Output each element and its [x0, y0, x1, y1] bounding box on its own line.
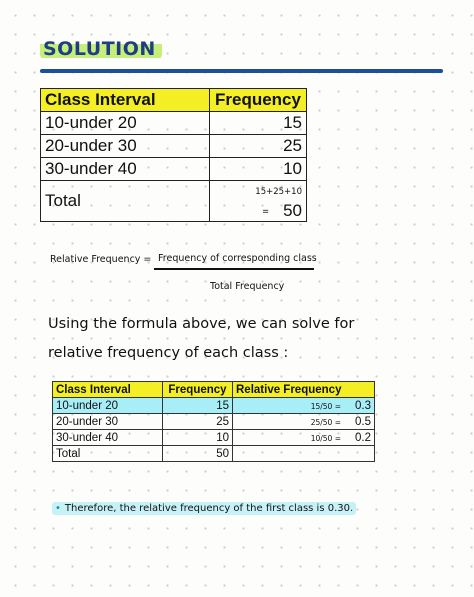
- column-header-class-interval: Class Interval: [53, 382, 163, 398]
- handwritten-division: 15/50 =: [310, 401, 341, 411]
- handwritten-division: 25/50 =: [310, 417, 341, 427]
- frequency-cell: 15: [163, 398, 233, 414]
- fraction-bar: [154, 268, 314, 270]
- column-header-class-interval: Class Interval: [41, 89, 210, 112]
- formula-left-side: Relative Frequency =: [50, 254, 152, 265]
- relative-frequency-table: [52, 381, 375, 462]
- conclusion-note: [52, 502, 356, 515]
- total-label-cell: Total: [41, 181, 210, 222]
- total-value: 50: [283, 201, 302, 220]
- class-interval-cell: 10-under 20: [53, 398, 163, 414]
- relative-value: 0.2: [355, 431, 371, 444]
- table-row-highlighted: [53, 398, 375, 414]
- column-header-frequency: Frequency: [163, 382, 233, 398]
- table-row: [53, 414, 375, 430]
- total-label-cell: Total: [53, 446, 163, 462]
- class-interval-cell: 20-under 30: [53, 414, 163, 430]
- handwritten-sum: 15+25+10 =: [255, 187, 302, 217]
- solution-heading: SOLUTION: [40, 38, 162, 60]
- class-interval-cell: 10-under 20: [41, 112, 210, 135]
- table-header-row: [53, 382, 375, 398]
- relative-frequency-cell: [233, 398, 375, 414]
- table-row: [41, 158, 307, 181]
- frequency-cell: 15: [210, 112, 307, 135]
- total-row: [53, 446, 375, 462]
- class-interval-cell: 30-under 40: [53, 430, 163, 446]
- empty-cell: [233, 446, 375, 462]
- formula-denominator: Total Frequency: [210, 281, 285, 292]
- bullet-dot-icon: •: [55, 503, 61, 514]
- conclusion-text: Therefore, the relative frequency of the first class is 0.30.: [64, 503, 354, 514]
- column-header-relative-frequency: Relative Frequency: [233, 382, 375, 398]
- explanation-line-1: Using the formula above, we can solve for: [48, 316, 355, 332]
- table-row: [41, 112, 307, 135]
- table-header-row: [41, 89, 307, 112]
- relative-frequency-cell: [233, 414, 375, 430]
- formula-numerator: Frequency of corresponding class: [158, 253, 317, 264]
- relative-frequency-cell: [233, 430, 375, 446]
- relative-value: 0.3: [355, 399, 371, 412]
- class-interval-cell: 20-under 30: [41, 135, 210, 158]
- frequency-cell: 25: [210, 135, 307, 158]
- table-row: [41, 135, 307, 158]
- explanation-line-2: relative frequency of each class :: [48, 345, 289, 361]
- total-row: [41, 181, 307, 222]
- frequency-cell: 10: [163, 430, 233, 446]
- heading-underline-rule: [40, 69, 443, 73]
- column-header-frequency: Frequency: [210, 89, 307, 112]
- frequency-cell: 10: [210, 158, 307, 181]
- handwritten-division: 10/50 =: [310, 433, 341, 443]
- total-frequency-cell: [210, 181, 307, 222]
- table-row: [53, 430, 375, 446]
- frequency-table: [40, 88, 307, 222]
- class-interval-cell: 30-under 40: [41, 158, 210, 181]
- frequency-cell: 25: [163, 414, 233, 430]
- total-frequency-cell: 50: [163, 446, 233, 462]
- relative-value: 0.5: [355, 415, 371, 428]
